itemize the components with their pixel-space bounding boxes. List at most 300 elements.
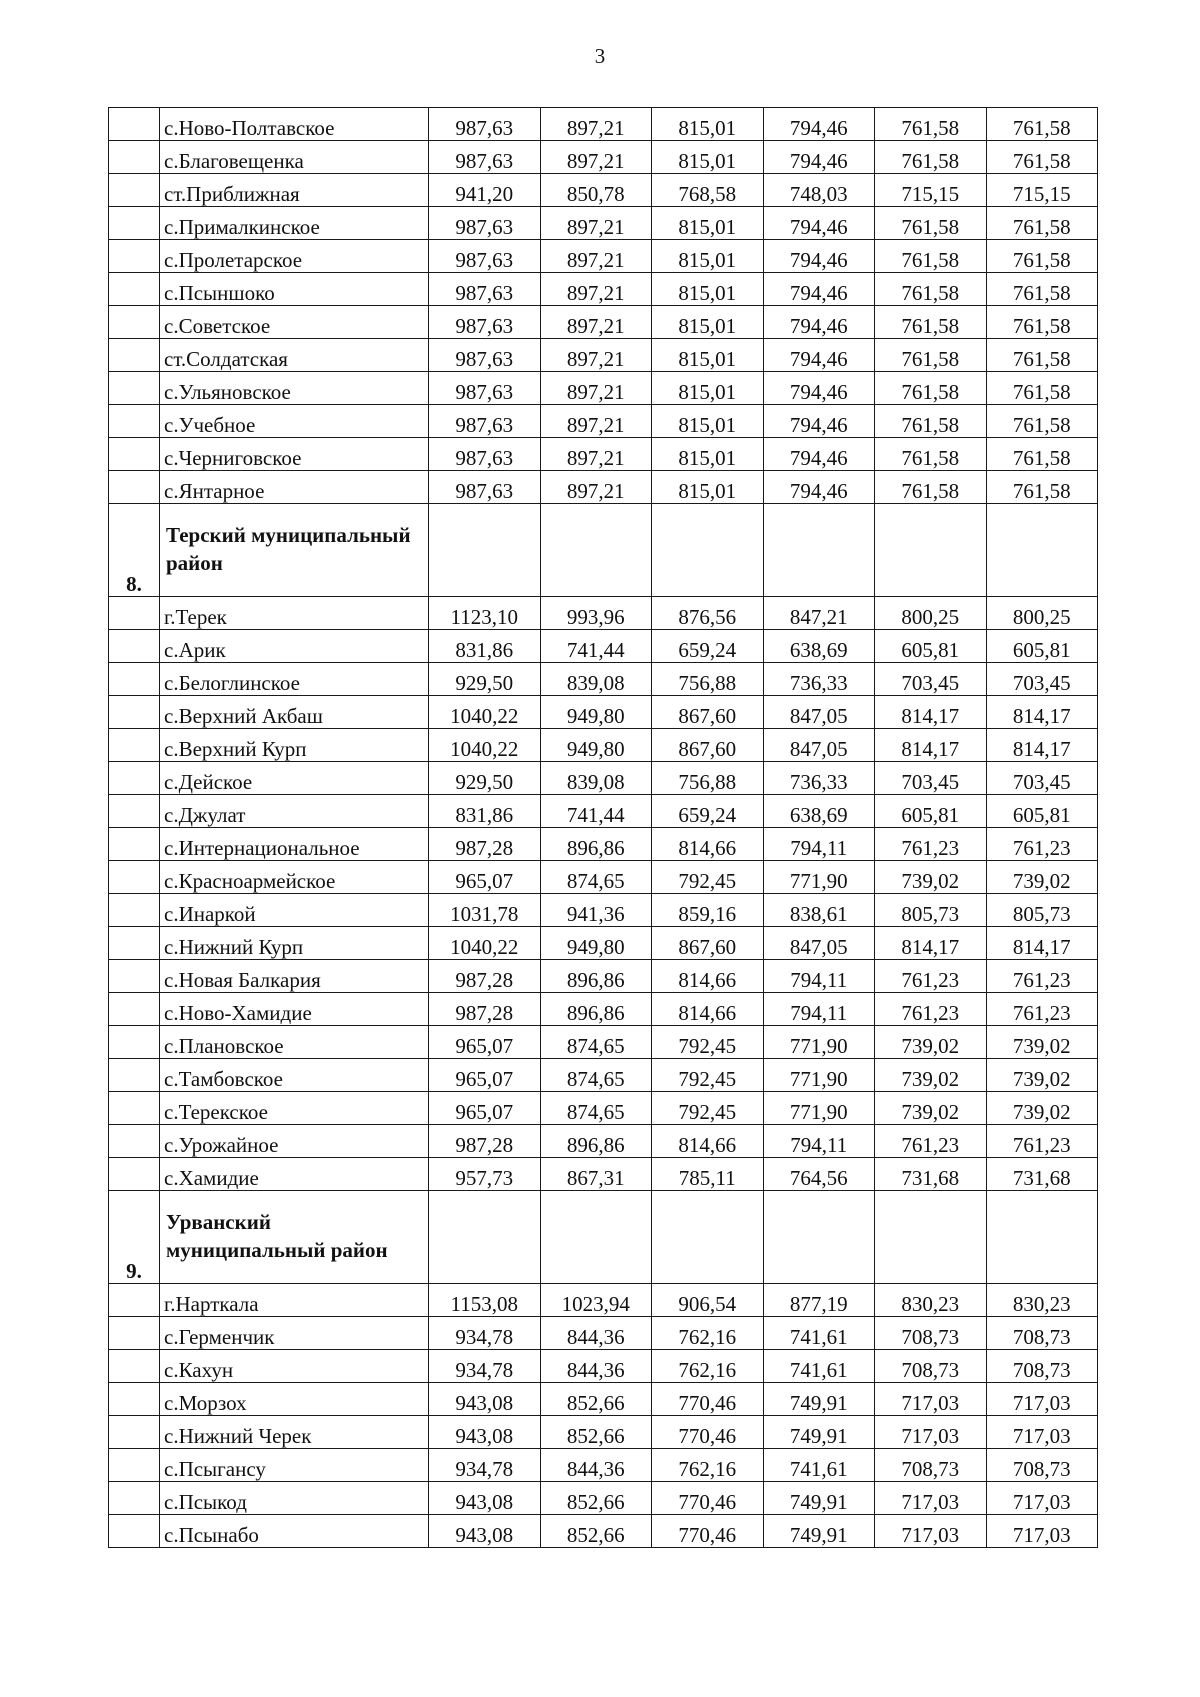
tariff-value: 814,66 [652,1125,764,1158]
settlement-name: с.Нижний Курп [160,927,429,960]
tariff-value: 638,69 [763,630,875,663]
tariff-value: 876,56 [652,597,764,630]
tariff-value: 897,21 [540,471,652,504]
tariff-value: 717,03 [986,1383,1098,1416]
empty-cell [763,1191,875,1284]
settlement-name: с.Кахун [160,1350,429,1383]
tariff-value: 761,58 [875,240,987,273]
tariff-value: 605,81 [875,795,987,828]
tariff-value: 739,02 [875,861,987,894]
tariff-value: 761,23 [986,960,1098,993]
tariff-value: 638,69 [763,795,875,828]
tariff-value: 814,66 [652,993,764,1026]
table-row [109,630,1098,663]
tariff-value: 874,65 [540,1059,652,1092]
tariff-value: 703,45 [875,663,987,696]
table-row [109,993,1098,1026]
tariff-value: 717,03 [875,1416,987,1449]
tariff-value: 987,63 [429,273,541,306]
tariff-value: 762,16 [652,1350,764,1383]
row-number-cell [109,894,160,927]
tariff-value: 761,58 [986,438,1098,471]
tariff-value: 993,96 [540,597,652,630]
table-row [109,597,1098,630]
tariff-value: 896,86 [540,960,652,993]
tariff-value: 1040,22 [429,927,541,960]
tariff-value: 605,81 [875,630,987,663]
tariff-value: 794,46 [763,438,875,471]
tariff-value: 794,46 [763,141,875,174]
district-name: Урванский муниципальный район [160,1191,429,1284]
tariff-value: 987,28 [429,1125,541,1158]
tariff-table [108,107,1098,1548]
tariff-value: 814,17 [986,696,1098,729]
table-row [109,207,1098,240]
tariff-value: 1040,22 [429,696,541,729]
empty-cell [540,1191,652,1284]
tariff-value: 717,03 [986,1416,1098,1449]
tariff-value: 761,58 [875,372,987,405]
tariff-value: 794,46 [763,405,875,438]
tariff-value: 761,58 [986,372,1098,405]
tariff-value: 896,86 [540,1125,652,1158]
tariff-value: 815,01 [652,438,764,471]
settlement-name: с.Черниговское [160,438,429,471]
settlement-name: с.Прималкинское [160,207,429,240]
tariff-value: 659,24 [652,795,764,828]
tariff-value: 794,46 [763,471,875,504]
tariff-value: 739,02 [875,1059,987,1092]
row-number-cell [109,405,160,438]
row-number-cell [109,1449,160,1482]
tariff-value: 852,66 [540,1515,652,1548]
tariff-value: 815,01 [652,141,764,174]
tariff-value: 739,02 [986,1026,1098,1059]
table-row [109,795,1098,828]
tariff-value: 934,78 [429,1317,541,1350]
tariff-value: 852,66 [540,1482,652,1515]
empty-cell [429,504,541,597]
tariff-value: 739,02 [875,1092,987,1125]
tariff-value: 847,05 [763,927,875,960]
page-number: 3 [594,44,606,68]
tariff-value: 794,46 [763,108,875,141]
table-row [109,108,1098,141]
tariff-value: 794,46 [763,207,875,240]
settlement-name: с.Псыгансу [160,1449,429,1482]
table-row [109,1059,1098,1092]
tariff-value: 761,23 [875,1125,987,1158]
settlement-name: с.Красноармейское [160,861,429,894]
tariff-value: 800,25 [986,597,1098,630]
tariff-value: 1153,08 [429,1284,541,1317]
tariff-value: 897,21 [540,141,652,174]
tariff-value: 929,50 [429,762,541,795]
tariff-value: 761,58 [986,306,1098,339]
settlement-name: с.Джулат [160,795,429,828]
tariff-value: 761,58 [875,405,987,438]
tariff-value: 949,80 [540,927,652,960]
empty-cell [652,1191,764,1284]
settlement-name: с.Хамидие [160,1158,429,1191]
tariff-value: 761,23 [986,993,1098,1026]
settlement-name: с.Верхний Акбаш [160,696,429,729]
tariff-value: 761,58 [875,471,987,504]
tariff-value: 771,90 [763,1059,875,1092]
row-number-cell [109,207,160,240]
tariff-value: 949,80 [540,696,652,729]
empty-cell [875,1191,987,1284]
table-row [109,828,1098,861]
table-row [109,273,1098,306]
tariff-value: 731,68 [986,1158,1098,1191]
tariff-value: 987,63 [429,405,541,438]
row-number-cell [109,339,160,372]
table-row [109,663,1098,696]
tariff-value: 703,45 [875,762,987,795]
tariff-value: 867,60 [652,927,764,960]
tariff-value: 761,58 [875,141,987,174]
tariff-value: 771,90 [763,1026,875,1059]
tariff-value: 761,23 [986,828,1098,861]
district-name: Терский муниципальный район [160,504,429,597]
tariff-value: 708,73 [875,1317,987,1350]
settlement-name: с.Арик [160,630,429,663]
row-number-cell [109,861,160,894]
row-number-cell [109,696,160,729]
table-row [109,306,1098,339]
tariff-value: 794,11 [763,960,875,993]
tariff-value: 770,46 [652,1482,764,1515]
table-row [109,729,1098,762]
tariff-value: 792,45 [652,1026,764,1059]
row-number-cell [109,630,160,663]
row-number-cell [109,1350,160,1383]
district-header-row [109,1191,1098,1284]
tariff-value: 771,90 [763,1092,875,1125]
settlement-name: г.Нарткала [160,1284,429,1317]
tariff-value: 943,08 [429,1383,541,1416]
tariff-value: 794,46 [763,372,875,405]
tariff-value: 987,28 [429,828,541,861]
settlement-name: с.Псыкод [160,1482,429,1515]
tariff-value: 794,11 [763,993,875,1026]
settlement-name: с.Морзох [160,1383,429,1416]
tariff-value: 815,01 [652,306,764,339]
table-row [109,141,1098,174]
tariff-value: 852,66 [540,1416,652,1449]
tariff-value: 1123,10 [429,597,541,630]
table-row [109,696,1098,729]
tariff-value: 708,73 [875,1449,987,1482]
tariff-value: 859,16 [652,894,764,927]
tariff-value: 756,88 [652,762,764,795]
tariff-value: 830,23 [875,1284,987,1317]
table-row [109,1482,1098,1515]
settlement-name: с.Пролетарское [160,240,429,273]
tariff-value: 717,03 [986,1515,1098,1548]
row-number-cell [109,1515,160,1548]
tariff-value: 987,63 [429,240,541,273]
tariff-value: 748,03 [763,174,875,207]
tariff-value: 739,02 [986,1059,1098,1092]
row-number-cell [109,174,160,207]
settlement-name: с.Благовещенка [160,141,429,174]
tariff-value: 794,46 [763,306,875,339]
table-row [109,1158,1098,1191]
tariff-value: 792,45 [652,1059,764,1092]
row-number-cell [109,960,160,993]
tariff-value: 965,07 [429,1026,541,1059]
row-number-cell [109,141,160,174]
tariff-value: 965,07 [429,861,541,894]
table-row [109,471,1098,504]
tariff-value: 741,61 [763,1449,875,1482]
tariff-value: 805,73 [875,894,987,927]
row-number-cell [109,1383,160,1416]
tariff-value: 761,23 [875,828,987,861]
table-row [109,1449,1098,1482]
tariff-value: 867,60 [652,729,764,762]
tariff-value: 896,86 [540,993,652,1026]
tariff-value: 814,17 [986,729,1098,762]
tariff-value: 897,21 [540,405,652,438]
tariff-value: 794,46 [763,240,875,273]
tariff-value: 874,65 [540,861,652,894]
table-row [109,762,1098,795]
tariff-value: 794,11 [763,828,875,861]
tariff-value: 741,61 [763,1350,875,1383]
settlement-name: с.Ново-Хамидие [160,993,429,1026]
tariff-value: 715,15 [986,174,1098,207]
tariff-value: 717,03 [875,1515,987,1548]
table-row [109,372,1098,405]
tariff-value: 987,63 [429,438,541,471]
tariff-value: 847,21 [763,597,875,630]
tariff-value: 929,50 [429,663,541,696]
tariff-value: 987,63 [429,108,541,141]
tariff-value: 761,58 [986,339,1098,372]
tariff-value: 805,73 [986,894,1098,927]
tariff-value: 794,46 [763,273,875,306]
tariff-value: 736,33 [763,762,875,795]
row-number-cell [109,1482,160,1515]
tariff-value: 761,58 [986,108,1098,141]
tariff-value: 897,21 [540,438,652,471]
empty-cell [986,1191,1098,1284]
tariff-value: 761,23 [986,1125,1098,1158]
tariff-value: 1023,94 [540,1284,652,1317]
district-number: 8. [109,504,160,597]
row-number-cell [109,663,160,696]
row-number-cell [109,1317,160,1350]
empty-cell [429,1191,541,1284]
tariff-value: 741,61 [763,1317,875,1350]
tariff-value: 943,08 [429,1482,541,1515]
tariff-value: 794,46 [763,339,875,372]
row-number-cell [109,471,160,504]
row-number-cell [109,108,160,141]
tariff-value: 708,73 [875,1350,987,1383]
tariff-value: 761,58 [986,471,1098,504]
tariff-value: 761,58 [875,207,987,240]
tariff-value: 844,36 [540,1317,652,1350]
tariff-value: 731,68 [875,1158,987,1191]
tariff-value: 703,45 [986,663,1098,696]
settlement-name: с.Новая Балкария [160,960,429,993]
tariff-value: 785,11 [652,1158,764,1191]
tariff-value: 761,58 [875,108,987,141]
table-row [109,1383,1098,1416]
tariff-value: 897,21 [540,273,652,306]
table-row [109,1515,1098,1548]
tariff-value: 815,01 [652,339,764,372]
tariff-value: 761,58 [986,240,1098,273]
tariff-value: 934,78 [429,1449,541,1482]
tariff-value: 943,08 [429,1515,541,1548]
settlement-name: с.Советское [160,306,429,339]
tariff-value: 897,21 [540,339,652,372]
tariff-value: 847,05 [763,729,875,762]
row-number-cell [109,438,160,471]
table-row [109,438,1098,471]
table-row [109,861,1098,894]
settlement-name: с.Герменчик [160,1317,429,1350]
tariff-value: 605,81 [986,630,1098,663]
tariff-value: 987,28 [429,960,541,993]
tariff-value: 717,03 [875,1482,987,1515]
tariff-value: 739,02 [986,1092,1098,1125]
tariff-value: 762,16 [652,1317,764,1350]
tariff-value: 708,73 [986,1350,1098,1383]
tariff-value: 987,63 [429,141,541,174]
tariff-value: 965,07 [429,1059,541,1092]
tariff-value: 814,17 [875,729,987,762]
tariff-value: 605,81 [986,795,1098,828]
row-number-cell [109,1059,160,1092]
settlement-name: с.Терекское [160,1092,429,1125]
row-number-cell [109,306,160,339]
tariff-value: 741,44 [540,630,652,663]
empty-cell [540,504,652,597]
tariff-value: 761,58 [875,306,987,339]
tariff-value: 838,61 [763,894,875,927]
tariff-value: 949,80 [540,729,652,762]
tariff-value: 814,17 [875,927,987,960]
tariff-value: 839,08 [540,663,652,696]
settlement-name: ст.Приближная [160,174,429,207]
tariff-value: 897,21 [540,108,652,141]
tariff-value: 844,36 [540,1449,652,1482]
tariff-value: 831,86 [429,630,541,663]
row-number-cell [109,1284,160,1317]
table-row [109,960,1098,993]
tariff-value: 896,86 [540,828,652,861]
tariff-value: 897,21 [540,207,652,240]
table-row [109,1125,1098,1158]
row-number-cell [109,993,160,1026]
district-number: 9. [109,1191,160,1284]
table-row [109,1350,1098,1383]
tariff-value: 736,33 [763,663,875,696]
table-row [109,339,1098,372]
table-row [109,1317,1098,1350]
row-number-cell [109,273,160,306]
tariff-value: 867,31 [540,1158,652,1191]
tariff-value: 847,05 [763,696,875,729]
tariff-value: 987,63 [429,471,541,504]
tariff-value: 943,08 [429,1416,541,1449]
tariff-value: 764,56 [763,1158,875,1191]
tariff-value: 659,24 [652,630,764,663]
settlement-name: с.Нижний Черек [160,1416,429,1449]
tariff-value: 756,88 [652,663,764,696]
tariff-value: 965,07 [429,1092,541,1125]
settlement-name: с.Дейское [160,762,429,795]
tariff-value: 771,90 [763,861,875,894]
tariff-value: 934,78 [429,1350,541,1383]
district-header-row [109,504,1098,597]
tariff-value: 717,03 [875,1383,987,1416]
tariff-value: 897,21 [540,306,652,339]
tariff-value: 717,03 [986,1482,1098,1515]
settlement-name: с.Инаркой [160,894,429,927]
tariff-value: 941,20 [429,174,541,207]
row-number-cell [109,372,160,405]
tariff-value: 708,73 [986,1449,1098,1482]
tariff-value: 761,58 [986,405,1098,438]
table-row [109,174,1098,207]
table-row [109,1284,1098,1317]
tariff-value: 770,46 [652,1515,764,1548]
empty-cell [875,504,987,597]
row-number-cell [109,729,160,762]
tariff-value: 987,63 [429,306,541,339]
settlement-name: с.Белоглинское [160,663,429,696]
tariff-value: 815,01 [652,207,764,240]
tariff-value: 831,86 [429,795,541,828]
table-row [109,240,1098,273]
tariff-value: 815,01 [652,471,764,504]
settlement-name: ст.Солдатская [160,339,429,372]
tariff-value: 897,21 [540,372,652,405]
tariff-value: 762,16 [652,1449,764,1482]
tariff-table-body [109,108,1098,1548]
settlement-name: с.Янтарное [160,471,429,504]
row-number-cell [109,240,160,273]
tariff-value: 761,58 [986,273,1098,306]
tariff-value: 850,78 [540,174,652,207]
settlement-name: с.Псынабо [160,1515,429,1548]
tariff-value: 703,45 [986,762,1098,795]
row-number-cell [109,1158,160,1191]
tariff-value: 708,73 [986,1317,1098,1350]
tariff-value: 814,66 [652,828,764,861]
table-row [109,894,1098,927]
row-number-cell [109,927,160,960]
tariff-value: 815,01 [652,273,764,306]
settlement-name: с.Ново-Полтавское [160,108,429,141]
tariff-value: 770,46 [652,1383,764,1416]
table-row [109,1026,1098,1059]
tariff-value: 814,17 [986,927,1098,960]
row-number-cell [109,1125,160,1158]
table-row [109,405,1098,438]
tariff-value: 792,45 [652,1092,764,1125]
row-number-cell [109,1092,160,1125]
row-number-cell [109,1416,160,1449]
tariff-value: 794,11 [763,1125,875,1158]
